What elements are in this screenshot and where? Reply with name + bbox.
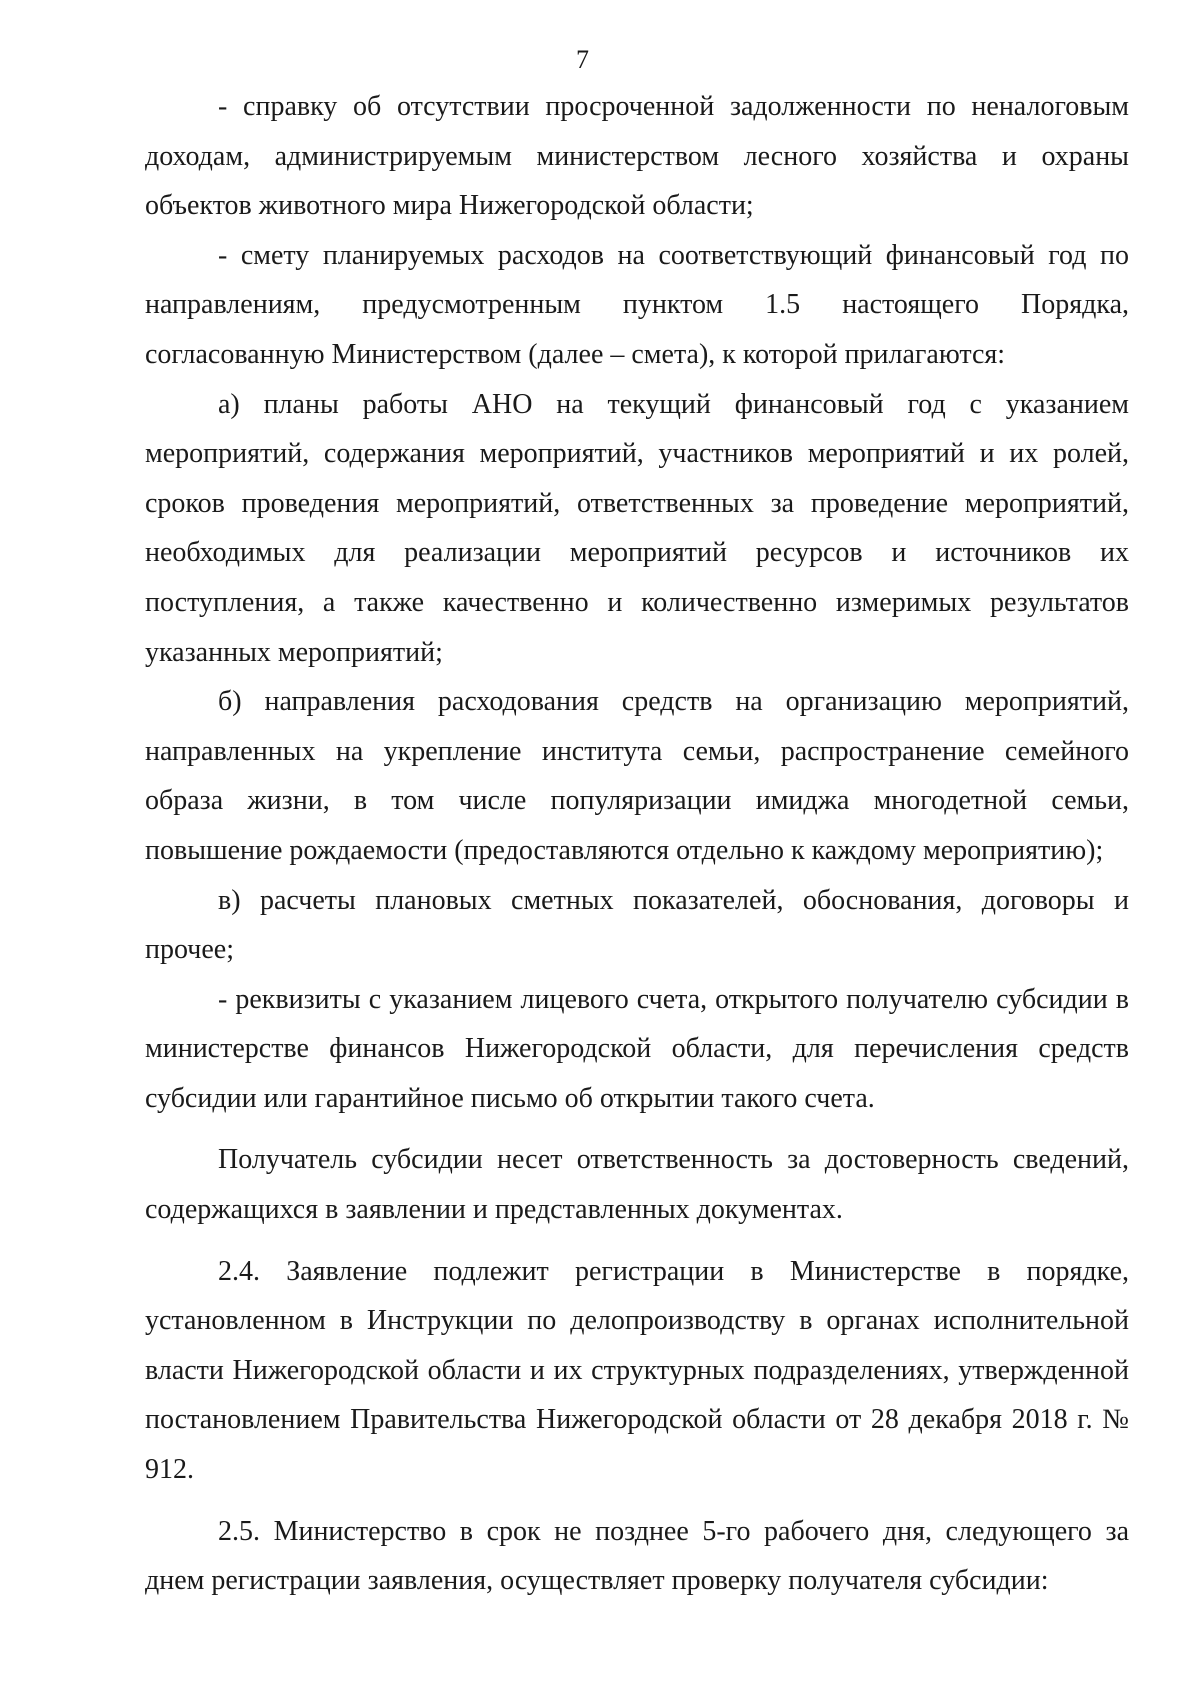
paragraph-bank-details: - реквизиты с указанием лицевого счета, открытого получателю субсидии в министерстве финансов Нижегородской области, для перечисления средств субсидии или гарантийное письмо об открытии такого счета. <box>145 983 1129 1114</box>
paragraph-calculations: в) расчеты плановых сметных показателей, обоснования, договоры и прочее; <box>145 884 1129 966</box>
paragraph-responsibility: Получатель субсидии несет ответственность за достоверность сведений, содержащихся в заявлении и представленных документах. <box>145 1144 1129 1226</box>
paragraph-expense-estimate: - смету планируемых расходов на соответствующий финансовый год по направлениям, предусмотренным пунктом 1.5 настоящего Порядка, согласованную Министерством (далее – смета), к которой прилагаются: <box>145 239 1129 370</box>
paragraph-section-2-5: 2.5. Министерство в срок не позднее 5-го рабочего дня, следующего за днем регистрации заявления, осуществляет проверку получателя субсидии: <box>145 1515 1129 1597</box>
document-body <box>145 82 1129 1606</box>
paragraph-debt-certificate: - справку об отсутствии просроченной задолженности по неналоговым доходам, администрируемым министерством лесного хозяйства и охраны объектов животного мира Нижегородской области; <box>145 91 1129 222</box>
page-number: 7 <box>576 45 589 74</box>
paragraph-spending-directions: б) направления расходования средств на организацию мероприятий, направленных на укрепление института семьи, распространение семейного образа жизни, в том числе популяризации имиджа многодетной семьи, повышение рождаемости (предоставляются отдельно к каждому мероприятию); <box>145 686 1129 866</box>
paragraph-work-plans: а) планы работы АНО на текущий финансовый год с указанием мероприятий, содержания мероприятий, участников мероприятий и их ролей, сроков проведения мероприятий, ответственных за проведение мероприятий, необходимых для реализации мероприятий ресурсов и источников их поступления, а также качественно и количественно измеримых результатов указанных мероприятий; <box>145 388 1129 668</box>
paragraph-section-2-4: 2.4. Заявление подлежит регистрации в Министерстве в порядке, установленном в Инструкции по делопроизводству в органах исполнительной власти Нижегородской области и их структурных подразделениях, утвержденной постановлением Правительства Нижегородской области от 28 декабря 2018 г. № 912. <box>145 1255 1129 1486</box>
